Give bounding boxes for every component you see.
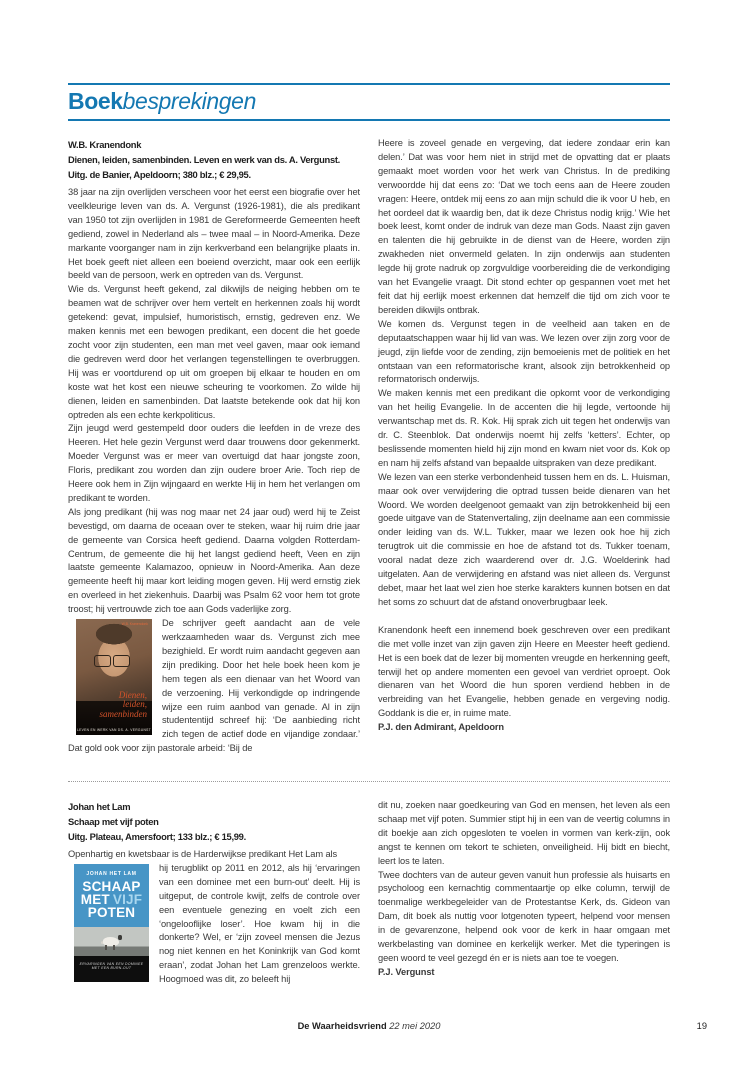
section-title-bold: Boek bbox=[68, 88, 123, 114]
section-title bbox=[68, 89, 670, 114]
book-title: Dienen, leiden, samenbinden. Leven en werk van ds. A. Vergunst. bbox=[68, 154, 340, 165]
review-paragraph: De schrijver geeft aandacht aan de vele werkzaamheden waar ds. Vergunst zich mee bezighield. Er wordt ruim aandacht gegeven aan zijn prediking. Door het hele boek heen kom je hem tegen als een dienaar van het Woord van de verzoening. Hij verkondigde op indringende wijze een ruim aanbod van genade. Al in zijn studententijd schreef hij: ‘De aanbieding richt zich tegen de actief dode en vijandige zondaar.’ Dat gold ook voor zijn pastorale arbeid: ‘Bij de bbox=[68, 618, 360, 754]
review-paragraph: 38 jaar na zijn overlijden verscheen voor het eerst een biografie over het veelkleurige leven van ds. A. Vergunst (1926-1981), die als predikant van 1950 tot zijn overlijden in 1981 de Gereformeerde Gemeenten heeft gediend, zowel in Nederland als – twee maal – in Noord-Amerika. Deze markante voorganger nam in zijn kerkverband een belangrijke plaats in. Het boek geeft niet alleen een boeiend overzicht, maar ook een eerlijk beeld van de persoon, werk en optreden van ds. Vergunst. bbox=[68, 187, 360, 281]
cover-subtitle-line: MET EEN BURN-OUT bbox=[91, 966, 132, 971]
review2-book-heading bbox=[68, 799, 360, 844]
section-title-italic: besprekingen bbox=[122, 88, 256, 114]
review-paragraph: Zijn jeugd werd gestempeld door ouders die leefden in de vreze des Heeren. Het hele gezin Vergunst werd daar trouwens door gekenmerkt. Moeder Vergunst was er meer van overtuigd dat haar jongste zoon, Floris, predikant zou worden dan zijn oudere broer Arie. Toch riep de Heere ook hem in Zijn wijngaard en werkte Hij in hem het verlangen om predikant te worden. bbox=[68, 423, 360, 503]
book-author: W.B. Kranendonk bbox=[68, 139, 142, 150]
review1-book-heading bbox=[68, 137, 360, 182]
book-cover-dienen-leiden-samenbinden bbox=[76, 619, 152, 735]
review-paragraph: Openhartig en kwetsbaar is de Harderwijkse predikant Het Lam als bbox=[68, 849, 338, 859]
footer-date: 22 mei 2020 bbox=[389, 1021, 441, 1031]
cover-title-line: SCHAAP bbox=[82, 878, 141, 894]
review1-column-right bbox=[378, 137, 670, 779]
review1-wrap-block bbox=[68, 617, 360, 756]
cover-subtitle-band bbox=[74, 956, 149, 982]
review-paragraph: Kranendonk heeft een innemend boek geschreven over een predikant die met volle inzet van zijn gaven zijn Heere en Meester heeft gediend. Het is een boek dat de lezer bij momenten vreugde en herkenning geeft, terwijl het op andere momenten een gevoel van verdriet oproept. Ook dienaren van het Woord die hun sporen verdiend hebben in de verbreiding van het Evangelie, hebben genade en vergeving nodig. Goddank is die er, in ruime mate. bbox=[378, 624, 670, 719]
review-paragraph: We komen ds. Vergunst tegen in de veelheid aan taken en de deputaatschappen waar hij lid van was. We lezen over zijn zorg voor de jeugd, zijn liefde voor de zending, zijn bemoeienis met de politiek en het ontstaan van een reformatorische krant, alsook zijn betrokkenheid op reformatorisch onderwijs. bbox=[378, 318, 670, 385]
review2-wrap-block bbox=[68, 862, 360, 987]
reviewer-signature: P.J. den Admirant, Apeldoorn bbox=[378, 722, 504, 733]
cover-title-line bbox=[74, 893, 149, 906]
cover-title-line: leiden, bbox=[122, 699, 147, 710]
page-number: 19 bbox=[696, 1021, 707, 1031]
reviewer-signature: P.J. Vergunst bbox=[378, 966, 435, 977]
review-paragraph: Wie ds. Vergunst heeft gekend, zal dikwijls de neiging hebben om te beamen wat de schrijver over hem vertelt en herkennen zoals hij wordt getekend: gevat, impulsief, humoristisch, ernstig, gedreven enz. We maken kennis met een bewogen predikant, een docent die het goede zocht voor zijn studenten, een man met veel gaven, maar ook iemand die gedreven werd door het verlangen tegenstellingen te overbruggen. Hij was er voortdurend op uit om groepen bij elkaar te houden en om koste wat het kost een nieuwe scheuring te voorkomen. Zo wilde hij dienen, leiden en samenbinden. Dat laatste betekende ook dat hij kon optreden als een echte kerkpoliticus. bbox=[68, 284, 360, 420]
cover-title-text bbox=[100, 691, 148, 720]
review-paragraph: We maken kennis met een predikant die opkomt voor de verkondiging van het heilig Evangelie. In de accenten die hij legde, vertoonde hij verwantschap met ds. R. Kok. Hij sprak zich uit tegen het onderwijs van dr. C. Steenblok. Dat onderwijs noemt hij zelfs ‘ketters’. Echter, op beslissende momenten hield hij zijn mond en kwam niet voor ds. Kok op en nam hij zelfs afstand van bepaalde uitspraken van deze predikant. bbox=[378, 388, 670, 468]
review-paragraph: Als jong predikant (hij was nog maar net 24 jaar oud) werd hij te Zeist bevestigd, om daarna de oceaan over te steken, waar hij ruim drie jaar de gemeente van Corsica heeft gediend. Daarna volgden Rotterdam-Centrum, de gemeente die hij het langst gediend heeft, Veen en zijn laatste gemeente Kalamazoo, opnieuw in Noord-Amerika. Aan deze gemeente heeft hij maar kort leiding mogen geven. Hij werd ernstig ziek en overleed in het ziekenhuis. Daarbij was Psalm 62 voor hem tot grote troost; hij vertrouwde zich toe aan Gods vaderlijke zorg. bbox=[68, 506, 360, 615]
review1-body-left bbox=[68, 186, 360, 756]
review-paragraph: Twee dochters van de auteur geven vanuit hun professie als huisarts en psycholoog een kernachtig commentaartje op elke column, terwijl de toenmalige werkbegeleider van de Protestantse Kerk, ds. Gideon van Dam, dit boek als nuttig voor lotgenoten typeert, helpend voor mensen in de gevarenzone, helpend ook voor de kerk in haar omgaan met werkbelasting van dominee en kerkelijk werker. Met die typeringen is geen woord te veel gezegd én er is niets aan toe te voegen. bbox=[378, 869, 670, 963]
review2-body-right bbox=[378, 799, 670, 980]
book-publisher: Uitg. Plateau, Amersfoort; 133 blz.; € 15,99. bbox=[68, 831, 246, 842]
book-publisher: Uitg. de Banier, Apeldoorn; 380 blz.; € 29,95. bbox=[68, 169, 251, 180]
cover-title-line: samenbinden bbox=[99, 708, 147, 719]
book-author: Johan het Lam bbox=[68, 801, 131, 812]
review2-column-right bbox=[378, 799, 670, 1015]
cover-title-word-highlight: VIJF bbox=[112, 891, 143, 907]
review1-body-right bbox=[378, 137, 670, 735]
book-title: Schaap met vijf poten bbox=[68, 816, 159, 827]
dotted-divider bbox=[68, 781, 670, 782]
cover-subtitle-line: ERVARINGEN VAN EEN DOMINEE bbox=[79, 961, 144, 966]
cover-title-word: MET bbox=[80, 891, 110, 907]
footer-magazine-name: De Waarheidsvriend bbox=[297, 1021, 387, 1031]
cover-title-line: Dienen, bbox=[118, 689, 147, 700]
review-paragraph: Heere is zoveel genade en vergeving, dat iedere zondaar erin kan delen.’ Dat was voor hem niet in strijd met de opvatting dat er plaats gemaakt moet worden voor het werk van Christus. In de prediking verwoordde hij dat eens zo: ‘Dat we toch eens aan de Heere zouden vragen: Heere, ontdek mij eens zo aan mijn schuld die ik voor U heb, en het oordeel dat ik waardig ben, dat ik deze Christus nodig krijg.’ Wie het boek leest, komt onder de indruk van deze man Gods. Naast zijn gaven en talenten die hij gebruikte in de dienst van de Heere, worden zijn zwakheden niet onvermeld gelaten. In zijn onderwijs aan studenten legde hij grote nadruk op zorgvuldige voorbereiding die de verkondiging van het Evangelie vraagt. Dit stond echter op gespannen voet met het feit dat hij eerlijk moest erkennen dat hemzelf die tijd om zich voor te bereiden dikwijls ontbrak. bbox=[378, 138, 670, 315]
page-footer bbox=[0, 1020, 738, 1032]
sheep-figure bbox=[103, 937, 119, 946]
cover-author-text: JOHAN HET LAM bbox=[86, 870, 137, 877]
review-article-vergunst bbox=[68, 137, 670, 779]
cover-title-text bbox=[74, 880, 149, 919]
review-paragraph: hij terugblikt op 2011 en 2012, als hij ‘ervaringen van een dominee met een burn-out’ deelt. Hij is uitgeput, de controle kwijt, zelfs de controle over een eventuele genezing en voelt zich een ‘ongelooflijke loser’. Hoe kwam hij in die donkerte? Wel, er ‘zijn zoveel mensen die Jezus nog niet kennen en het Koninkrijk van God komt eraan’, zodat Johan het Lam grenzeloos werkte. Hoogmoed was dit, zo beleeft hij bbox=[159, 862, 360, 985]
cover-title-line: POTEN bbox=[87, 904, 136, 920]
book-cover-schaap-met-vijf-poten bbox=[74, 864, 149, 982]
review-paragraph: dit nu, zoeken naar goedkeuring van God en mensen, het leven als een schaap met vijf poten. Summier stipt hij in een van de veertig columns in dit boekje aan zich opgesloten te voelen in vormen van kerk-zijn, ook angst te kennen om tekort te schieten, onveiligheid. Hij bidt en biecht, leert los te laten. bbox=[378, 800, 670, 866]
review-paragraph: We lezen van een sterke verbondenheid tussen hem en ds. L. Huisman, maar ook over verwijdering die optrad tussen beide dienaren van het Woord. We worden deelgenoot gemaakt van zijn betrokkenheid bij een goede uitgave van de Statenvertaling, zijn deelname aan een commissie onder leiding van ds. W.L. Tukker, maar we lezen ook hoe hij zich terugtrok uit die commissie en hoe de afstand tot ds. Tukker toenam, vooral nadat deze zich waarderend over dr. J.G. Woelderink had uitgelaten. Aan de verwijdering en afstand was niet alleen ds. Vergunst debet, maar het laat wel zien hoe sterke karakters kunnen botsen en dat het soms zo schuurt dat de afstand onoverbrugbaar leek. bbox=[378, 471, 670, 607]
cover-subtitle-text: LEVEN EN WERK VAN DS. A. VERGUNST bbox=[77, 728, 151, 733]
review2-body-left bbox=[68, 848, 360, 987]
cover-portrait-glasses bbox=[94, 655, 111, 667]
review2-column-left bbox=[68, 799, 360, 1015]
cover-author-text: W.B. Kranendonk bbox=[121, 622, 148, 627]
section-masthead bbox=[68, 83, 670, 121]
review1-column-left bbox=[68, 137, 360, 779]
review-article-schaap bbox=[68, 799, 670, 1015]
